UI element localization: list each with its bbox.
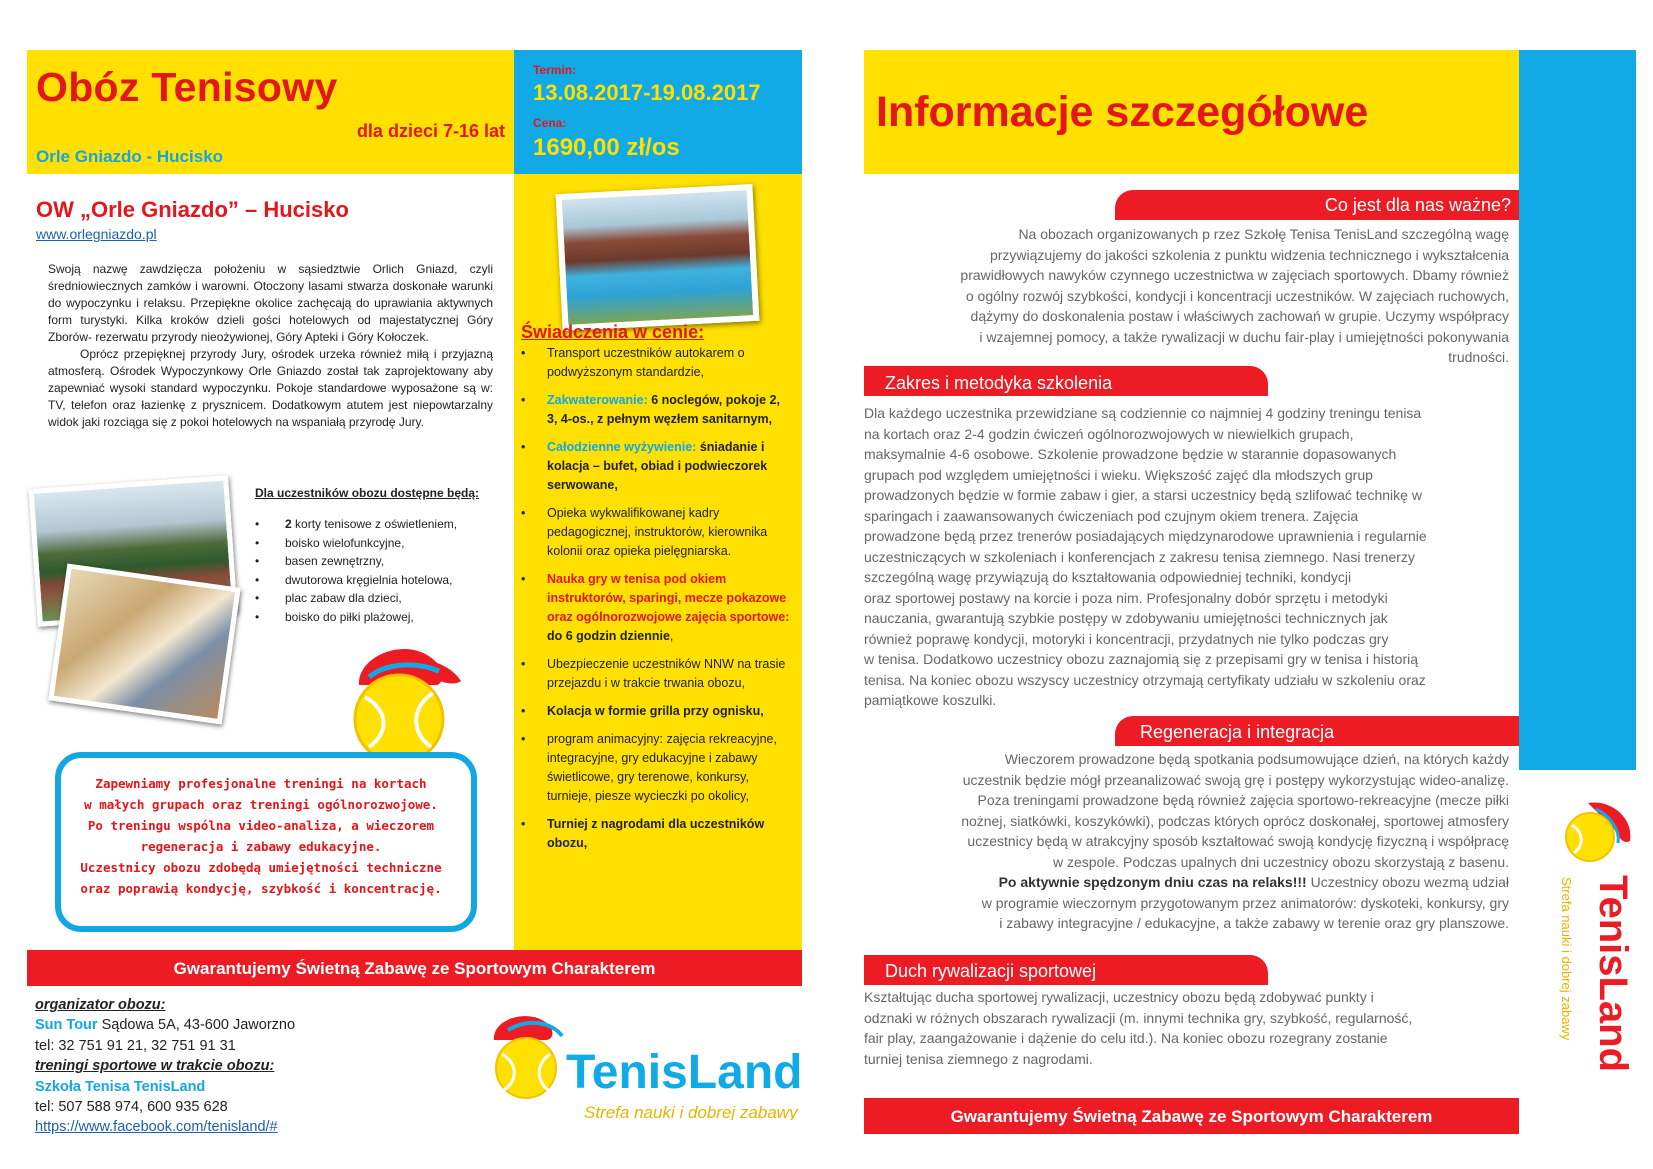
slogan-text: Gwarantujemy Świetną Zabawę ze Sportowym Charakterem xyxy=(173,959,656,978)
organizer-name: Sun Tour xyxy=(35,1017,98,1034)
list-item: • Całodzienne wyżywienie: śniadanie i kolacja – bufet, obiad i podwieczorek serwowane, xyxy=(521,438,791,495)
facilities-title: Dla uczestników obozu dostępne będą: xyxy=(255,486,480,500)
list-item: • boisko wielofunkcyjne, xyxy=(255,534,485,553)
promo-line: w małych grupach oraz treningi ogólnorozwojowe. xyxy=(84,797,438,812)
list-item: • Ubezpieczenie uczestników NNW na trasie przejazdu i w trakcie trwania obozu, xyxy=(521,655,791,693)
resort-title: OW „Orle Gniazdo” – Hucisko xyxy=(36,197,349,222)
organizer-info xyxy=(35,995,295,1138)
hotel-room-photo xyxy=(48,563,241,724)
promo-line: oraz poprawią kondycję, szybkość i koncentrację. xyxy=(80,881,442,896)
promo-line: Po treningu wspólna video-analiza, a wieczorem xyxy=(87,818,435,833)
section-text-competition: Kształtując ducha sportowej rywalizacji, uczestnicy obozu będą zdobywać punkty i odznaki w różnych obszarach rywalizacji (m. innymi technika gry, szybkość, regularność, fair play, zaangażowanie i dążenie do celu itd.). Na koniec obozu rozegrany zostanie turniej tenisa ziemnego z nagrodami. xyxy=(864,989,1413,1067)
blue-side-strip xyxy=(1519,50,1636,770)
tenisland-logo xyxy=(482,1010,802,1120)
section-heading: Duch rywalizacji sportowej xyxy=(885,961,1097,981)
list-item: • plac zabaw dla dzieci, xyxy=(255,589,485,608)
section-text-training: Dla każdego uczestnika przewidziane są codziennie co najmniej 4 godziny treningu tenisa na kortach oraz 2-4 godzin ćwiczeń ogólnorozwojowych w niewielkich grupach, maksymalnie 4-6 osobowe. Szkolenie prowadzone będzie w starannie dopasowanych grupach pod względem umiejętności i wieku. Większość zajęć dla młodszych grup prowadzonych będzie w formie zabaw i gier, a starsi uczestnicy będą szlifować technikę w sparingach i zaawansowanych ćwiczeniach pod czujnym okiem trenera. Zajęcia prowadzone będą przez trenerów posiadających międzynarodowe uprawnienia i regularnie uczestniczących w szkoleniach i konferencjach z zakresu tenisa ziemnego. Nasi trenerzy szczególną wagę przywiązują do kształtowania odpowiedniej techniki, kondycji oraz sportowej postawy na korcie i poza nim. Profesjonalny dobór sprzętu i metodyki nauczania, gwarantują szybkie postępy w zdobywaniu umiejętności technicznych jak również poprawę kondycji, motoryki i koncentracji, przydatnych nie tylko podczas gry w tenisa. Dodatkowo uczestnicy obozu zaznajomią się z przepisami gry w tenisa i historią tenisa. Na koniec obozu wszyscy uczestnicy otrzymają certyfikaty udziału w szkoleniu oraz pamiątkowe koszulki. xyxy=(864,405,1427,708)
promo-line: regeneracja i zabawy edukacyjne. xyxy=(140,839,382,854)
hotel-pool-photo xyxy=(556,184,760,331)
facebook-link[interactable]: https://www.facebook.com/tenisland/# xyxy=(35,1119,278,1136)
logo-tagline: Strefa nauki i dobrej zabawy xyxy=(584,1103,798,1120)
section-text-regeneration: Wieczorem prowadzone będą spotkania podsumowujące dzień, na których każdy uczestnik będzie mógł przeanalizować swoją grę i postępy wykorzystując wideo-analizę. Poza treningami prowadzone będą również zajęcia sportowo-rekreacyjne (mecze piłki nożnej, siatkówki, koszykówki), podczas których oprócz doskonałej, sportowej atmosfery uczestnicy będą w atrakcyjny sposób kształtować swoją kondycję fizyczną i współpracę w zespole. Podczas upalnych dni uczestnicy obozu skorzystają z basenu. Po aktywnie spędzonym dniu czas na relaks!!! Uczestnicy obozu wezmą udział w programie wieczornym przygotowanym przez animatorów: dyskoteki, konkursy, gry i zabawy integracyjne / edukacyjne, a także zabawy w terenie oraz gry planszowe. xyxy=(961,751,1509,931)
list-item: • boisko do piłki plażowej, xyxy=(255,608,485,627)
logo-wordmark: TenisLand xyxy=(566,1046,802,1099)
slogan-text: Gwarantujemy Świetną Zabawę ze Sportowym Charakterem xyxy=(950,1107,1433,1126)
benefits-title: Świadczenia w cenie: xyxy=(521,322,705,342)
section-heading: Regeneracja i integracja xyxy=(1140,722,1335,742)
term-label: Termin: xyxy=(533,63,577,77)
age-range: dla dzieci 7-16 lat xyxy=(356,121,505,141)
logo-tagline: Strefa nauki i dobrej zabawy xyxy=(1559,877,1574,1041)
list-item: • basen zewnętrzny, xyxy=(255,552,485,571)
organizer-label: organizator obozu: xyxy=(35,997,166,1013)
section-text-important: Na obozach organizowanych p rzez Szkołę Tenisa TenisLand szczególną wagę przywiązujemy do jakości szkolenia z punktu widzenia technicznego i wykształcenia prawidłowych nawyków czynnego uczestnictwa w zajęciach sportowych. Dbamy również o ogólny rozwój szybkości, kondycji i koncentracji uczestników. W zajęciach ruchowych, dążymy do doskonalenia postaw i właściwych zachowań w grupie. Uczymy współpracy i wzajemnej pomocy, a także rywalizacji w duchu fair-play i umiejętności pokonywania trudności. xyxy=(960,226,1509,365)
resort-paragraph: Swoją nazwę zawdzięcza położeniu w sąsiedztwie Orlich Gniazd, czyli średniowiecznych zamków i warowni. Otoczony lasami stwarza doskonałe warunki do wypoczynku i relaksu. Przepiękne okolice zachęcają do uprawiania aktywnych form turystyki. Kilka kroków dzieli gości hotelowych od majestatycznej Góry Zborów- rezerwatu przyrody nieożywionej, Góry Apteki i Góry Kołoczek. xyxy=(48,262,493,344)
promo-line: Zapewniamy profesjonalne treningi na kortach xyxy=(95,776,427,791)
benefits-list xyxy=(521,344,791,862)
list-item: • 2 korty tenisowe z oświetleniem, xyxy=(255,515,485,534)
price-value: 1690,00 zł/os xyxy=(533,134,680,161)
resort-description xyxy=(48,261,493,431)
list-item: • program animacyjny: zajęcia rekreacyjne, integracyjne, gry edukacyjne i zabawy świetlicowe, gry terenowe, konkursy, turnieje, piesze wycieczki po okolicy, xyxy=(521,730,791,806)
list-item: • Zakwaterowanie: 6 noclegów, pokoje 2, 3, 4-os., z pełnym węzłem sanitarnym, xyxy=(521,391,791,429)
training-phone: tel: 507 588 974, 600 935 628 xyxy=(35,1099,228,1116)
facilities-list xyxy=(255,515,485,626)
organizer-phone: tel: 32 751 91 21, 32 751 91 31 xyxy=(35,1037,236,1054)
logo-wordmark: TenisLand xyxy=(1591,875,1635,1073)
section-heading: Zakres i metodyka szkolenia xyxy=(885,373,1113,393)
tenisland-vertical-logo xyxy=(1548,795,1638,1080)
tennis-ball-mascot-icon xyxy=(339,641,467,769)
section-heading: Co jest dla nas ważne? xyxy=(1324,195,1511,215)
resort-link[interactable]: www.orlegniazdo.pl xyxy=(36,226,157,242)
list-item: • Kolacja w formie grilla przy ognisku, xyxy=(521,702,791,721)
training-school-name: Szkoła Tenisa TenisLand xyxy=(35,1078,206,1095)
term-value: 13.08.2017-19.08.2017 xyxy=(533,80,761,105)
camp-title: Obóz Tenisowy xyxy=(36,64,338,110)
details-title: Informacje szczegółowe xyxy=(876,88,1369,136)
camp-location: Orle Gniazdo - Hucisko xyxy=(36,147,224,166)
list-item: • Transport uczestników autokarem o podwyższonym standardzie, xyxy=(521,344,791,382)
resort-paragraph: Oprócz przepięknej przyrody Jury, ośrodek urzeka również miłą i przyjazną atmosferą. Ośrodek Wypoczynkowy Orle Gniazdo został tak zaprojektowany aby zapewniać wysoki standard wypoczynku. Pokoje standardowe wyposażone są w: TV, telefon oraz łazienkę z prysznicem. Dodatkowym atutem jest niepowtarzalny widok jaki rozciąga się z pokoi hotelowych na wspaniałą przyrodę Jury. xyxy=(48,347,493,429)
list-item: • Opieka wykwalifikowanej kadry pedagogicznej, instruktorów, kierownika kolonii oraz opieka pielęgniarska. xyxy=(521,504,791,561)
list-item: • dwutorowa kręgielnia hotelowa, xyxy=(255,571,485,590)
promo-text xyxy=(70,773,452,899)
list-item: • Nauka gry w tenisa pod okiem instruktorów, sparingi, mecze pokazowe oraz ogólnorozwojowe zajęcia sportowe: do 6 godzin dziennie, xyxy=(521,570,791,646)
price-label: Cena: xyxy=(533,116,567,130)
list-item: • Turniej z nagrodami dla uczestników obozu, xyxy=(521,815,791,853)
training-label: treningi sportowe w trakcie obozu: xyxy=(35,1058,275,1075)
organizer-address: Sądowa 5A, 43-600 Jaworzno xyxy=(97,1017,296,1034)
promo-line: Uczestnicy obozu zdobędą umiejętności techniczne xyxy=(80,860,442,875)
